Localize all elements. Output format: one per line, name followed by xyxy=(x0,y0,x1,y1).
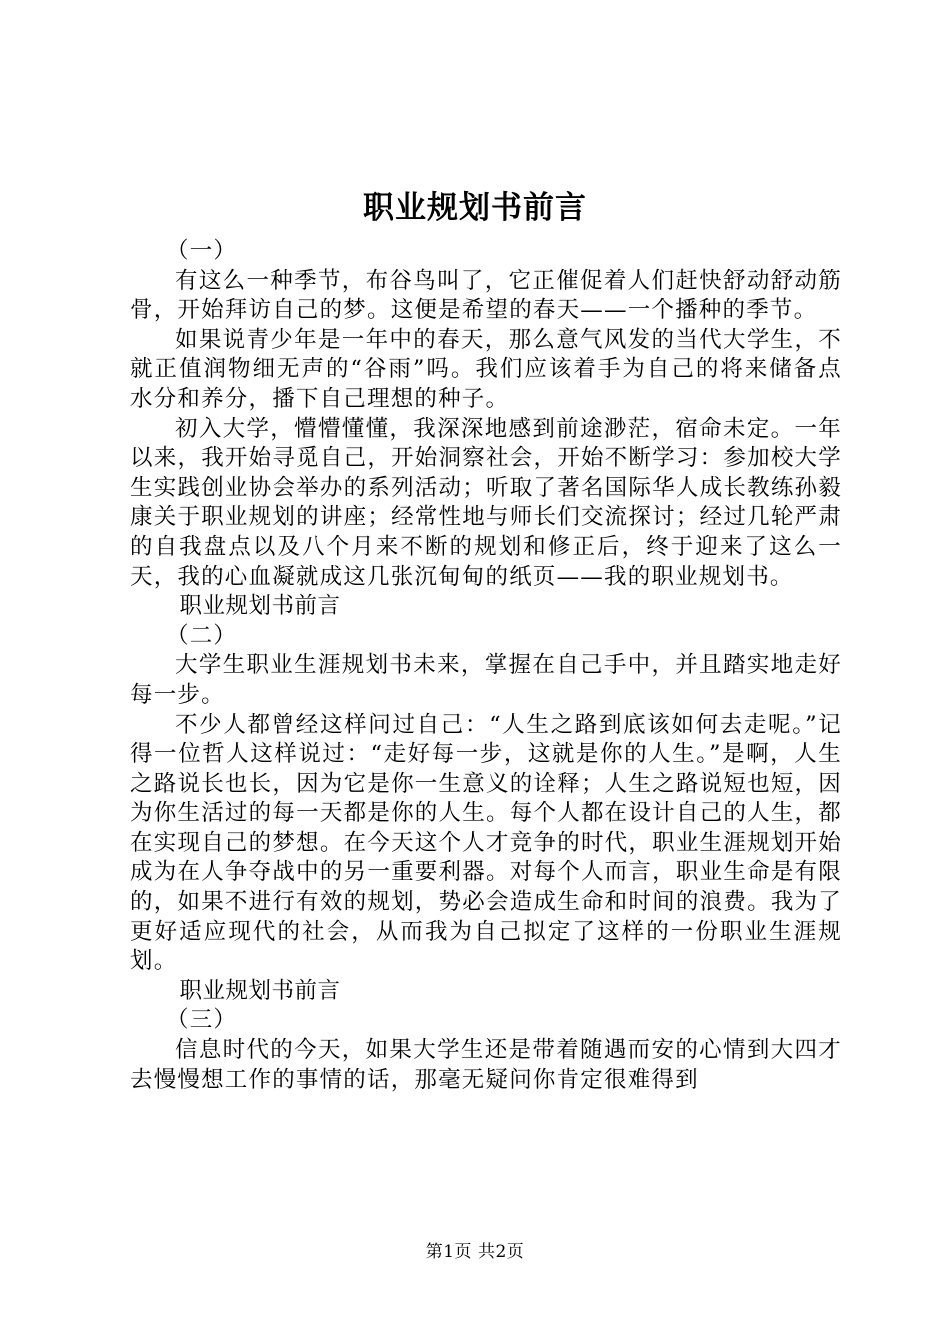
paragraph: 如果说青少年是一年中的春天，那么意气风发的当代大学生，不就正值润物细无声的“谷雨”吗。我们应该着手为自己的将来储备点水分和养分，播下自己理想的种子。 xyxy=(130,326,842,412)
paragraph: 初入大学，懵懵懂懂，我深深地感到前途渺茫，宿命未定。一年以来，我开始寻觅自己，开始洞察社会，开始不断学习：参加校大学生实践创业协会举办的系列活动；听取了著名国际华人成长教练孙毅康关于职业规划的讲座；经常性地与师长们交流探讨；经过几轮严肃的自我盘点以及八个月来不断的规划和修正后，终于迎来了这么一天，我的心血凝就成这几张沉甸甸的纸页——我的职业规划书。 xyxy=(130,415,842,590)
section-marker-1: （一） xyxy=(166,238,238,264)
page-number-footer: 第1页 共2页 xyxy=(425,1242,525,1262)
paragraph: 信息时代的今天，如果大学生还是带着随遇而安的心情到大四才去慢慢想工作的事情的话，那毫无疑问你肯定很难得到 xyxy=(130,1037,842,1093)
section-subheading: 职业规划书前言 xyxy=(179,977,341,1004)
paragraph: 有这么一种季节，布谷鸟叫了，它正催促着人们赶快舒动舒动筋骨，开始拜访自己的梦。这便是希望的春天——一个播种的季节。 xyxy=(130,267,842,324)
section-marker-2: （二） xyxy=(166,622,238,649)
paragraph: 大学生职业生涯规划书未来，掌握在自己手中，并且踏实地走好每一步。 xyxy=(130,652,842,708)
paragraph: 不少人都曾经这样问过自己：“人生之路到底该如何去走呢。”记得一位哲人这样说过：“走好每一步，这就是你的人生。”是啊，人生之路说长也长，因为它是你一生意义的诠释；人生之路说短也短，因为你生活过的每一天都是你的人生。每个人都在设计自己的人生，都在实现自己的梦想。在今天这个人才竞争的时代，职业生涯规划开始成为在人争夺战中的另一重要利器。对每个人而言，职业生命是有限的，如果不进行有效的规划，势必会造成生命和时间的浪费。我为了更好适应现代的社会，从而我为自己拟定了这样的一份职业生涯规划。 xyxy=(130,711,842,975)
section-marker-3: （三） xyxy=(166,1007,238,1034)
document-title: 职业规划书前言 xyxy=(363,190,587,226)
section-subheading: 职业规划书前言 xyxy=(179,593,341,620)
document-body xyxy=(130,237,842,1095)
